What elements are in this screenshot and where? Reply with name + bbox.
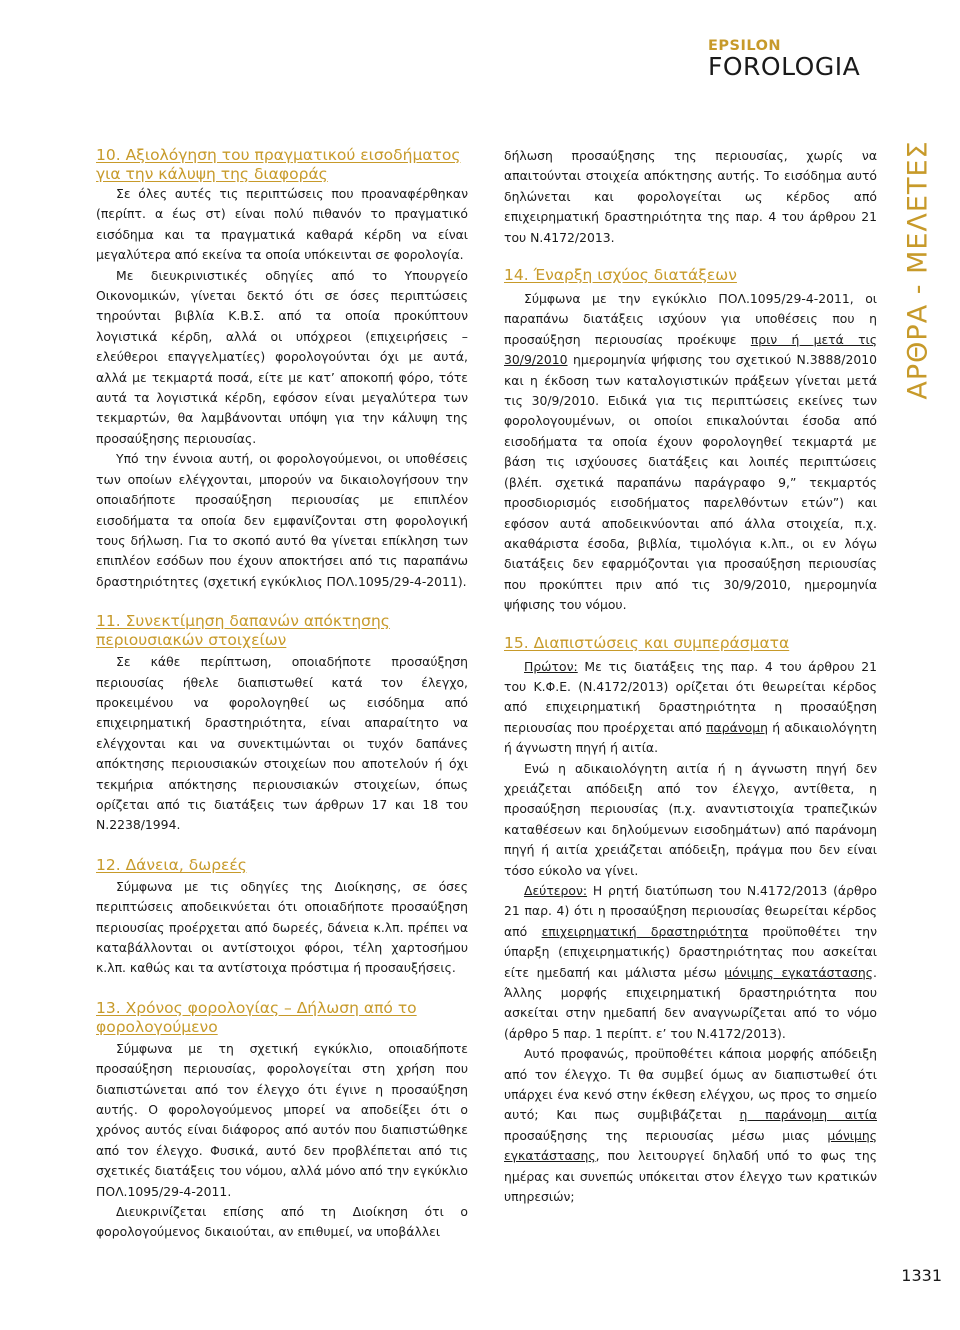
s15-p4-text-c: , που λειτουργεί δηλαδή υπό το φως της ημέρας και συνεπώς υπόκειται στον έλεγχο των κρατικών υπηρεσιών;: [504, 1148, 877, 1205]
s10-paragraph-3: Υπό την έννοια αυτή, οι φορολογούμενοι, οι υποθέσεις των οποίων ελέγχονται, μπορούν να δικαιολογήσουν την οποιαδήποτε προσαύξηση περιουσίας με επιπλέον εισοδήματα τα οποία δεν εμφανίζονται στη φορολογική τους δήλωση. Για το σκοπό αυτό θα γίνεται επίκληση των επιπλέον εσόδων που έχουν αποκτήσει από τις παραπάνω δραστηριότητες (σχετική εγκύκλιος ΠΟΛ.1095/29-4-2011).: [96, 451, 468, 589]
page-number: 1331: [901, 1266, 942, 1285]
brand-top: EPSILON: [708, 38, 782, 54]
section-10-title: 10. Αξιολόγηση του πραγματικού εισοδήματος για την κάλυψη της διαφοράς: [96, 146, 461, 183]
brand-logo: [708, 38, 878, 80]
s13-paragraph-1: Σύμφωνα με τη σχετική εγκύκλιο, οποιαδήποτε προσαύξηση περιουσίας, φορολογείται στη χρήση που διαπιστώνεται από τον έλεγχο ότι έγινε η προσαύξηση αυτής. Ο φορολογούμενος μπορεί να αποδείξει ότι ο χρόνος αυτός είναι διάφορος από αυτόν που διαπιστώθηκε από τον έλεγχο. Φυσικά, αυτό δεν προβλέπεται από τις σχετικές διατάξεις του νόμου, αλλά μόνο από την εγκύκλιο ΠΟΛ.1095/29-4-2011.: [96, 1040, 468, 1199]
brand-bottom: FOROLOGIA: [708, 52, 861, 81]
side-section-title: [888, 140, 948, 400]
s14-underlined-date: πριν ή μετά τις 30/9/2010: [504, 331, 877, 368]
s12-paragraph-1: Σύμφωνα με τις οδηγίες της Διοίκησης, σε όσες περιπτώσεις αποδεικνύεται ότι οποιαδήποτε προσαύξηση περιουσίας προέρχεται από δωρεές, δάνεια κ.λπ. πρέπει να καταβάλλονται οι αντίστοιχοι φόροι, τέλη χαρτοσήμου κ.λπ. καθώς και τα αντίστοιχα πρόστιμα ή προσαυξήσεις.: [96, 878, 468, 976]
s15-first-label: Πρώτον:: [524, 658, 578, 674]
side-title-text: ΑΡΘΡΑ - ΜΕΛΕΤΕΣ: [902, 140, 934, 400]
left-column: [96, 146, 468, 1243]
s15-p1-text-a: Με τις διατάξεις της παρ. 4 του άρθρου 21 του Κ.Φ.Ε. (Ν.4172/2013) ορίζεται ότι θεωρείται κέρδος από επιχειρηματική δραστηριότητα η προσαύξηση περιουσίας που προέρχεται από: [504, 658, 877, 735]
s15-p4-text-a: Αυτό προφανώς, προϋποθέτει κάποια μορφής απόδειξη από τον έλεγχο. Τι θα συμβεί όμως αν διαπιστωθεί ότι υπάρχει ένα κενό στην έκθεση ελέγχου, ως προς το σημείο αυτό; Και πως συμβιβάζεται: [504, 1046, 877, 1123]
s15-p4-underlined-2: μόνιμης εγκατάστασης: [504, 1127, 877, 1164]
s15-p1-text-b: ή αδικαιολόγητη ή άγνωστη πηγή ή αιτία.: [504, 719, 877, 756]
s15-p3-underlined-1: επιχειρηματική δραστηριότητα: [541, 923, 749, 939]
s15-p3-text-c: . Άλλης μορφής επιχειρηματική δραστηριότητα που ασκείται στην ημεδαπή δεν αναγνωρίζεται από το νόμο (άρθρο 5 παρ. 1 περίπτ. ε’ του Ν.4172/2013).: [504, 964, 877, 1041]
s14-text-b: ημερομηνία ψήφισης του σχετικού Ν.3888/2010 και η έκδοση των καταλογιστικών πράξεων γίνεται μετά τις 30/9/2010. Ειδικά για τις περιπτώσεις εκείνες των φορολογουμένων, οι οποίοι επικαλούνται έσοδα από εισοδήματα τα οποία έχουν φορολογηθεί τεκμαρτά με βάση τις ισχύουσες διατάξεις και λοιπές περιπτώσεις (βλέπ. σχετικά παραπάνω παράγραφο 9,” τεκμαρτός προσδιορισμός εισοδήματος παρελθόντων ετών”) και εφόσον αυτά αποδεικνύονται από άλλα στοιχεία, π.χ. ακαθάριστα έσοδα, βιβλία, τιμολόγια κ.λπ., οι εν λόγω διατάξεις δεν εφαρμόζονται για προσαύξηση περιουσίας που προκύπτει πριν από τις 30/9/2010, ημερομηνία ψήφισης του νόμου.: [504, 352, 877, 613]
s15-p4-underlined-1: η παράνομη αιτία: [739, 1107, 877, 1123]
section-11-title: 11. Συνεκτίμηση δαπανών απόκτησης περιουσιακών στοιχείων: [96, 612, 390, 650]
s11-paragraph-1: Σε κάθε περίπτωση, οποιαδήποτε προσαύξηση περιουσίας ήθελε διαπιστωθεί κατά τον έλεγχο, προκειμένου να φορολογηθεί ως εισόδημα από επιχειρηματική δραστηριότητα, είναι απαραίτητο να ελέγχονται και να συνεκτιμώνται οι τυχόν δαπάνες απόκτησης περιουσιακών στοιχείων που αποτελούν ή όχι τεκμήρια απόκτησης περιουσιακών στοιχείων, όπως ορίζεται από τις διατάξεις των άρθρων 17 και 18 του Ν.2238/1994.: [96, 654, 468, 833]
s10-paragraph-2: Με διευκρινιστικές οδηγίες από το Υπουργείο Οικονομικών, γίνεται δεκτό ότι σε όσες περιπτώσεις τηρούνται βιβλία Κ.Β.Σ. από τα οποία προκύπτουν λογιστικά κέρδη, αλλά οι υπόχρεοι (επιχειρήσεις – ελεύθεροι επαγγελματίες) φορολογούνται όχι με αυτά, αλλά με τεκμαρτά ποσά, είτε με κατ’ αποκοπή φόρο, τότε αυτά τα λογιστικά κέρδη, εφόσον είναι μεγαλύτερα των τεκμαρτών, θα λαμβάνονται υπόψη για την κάλυψη της προσαύξησης περιουσίας.: [96, 267, 468, 446]
s14-paragraph-1: [504, 289, 877, 616]
s15-paragraph-4: [504, 1044, 877, 1207]
s13-paragraph-2: Διευκρινίζεται επίσης από τη Διοίκηση ότι ο φορολογούμενος δικαιούται, αν επιθυμεί, να υποβάλλει: [96, 1204, 468, 1240]
s14-text-a: Σύμφωνα με την εγκύκλιο ΠΟΛ.1095/29-4-2011, οι παραπάνω διατάξεις ισχύουν για υποθέσεις που η προσαύξηση περιουσίας προέκυψε: [504, 291, 877, 347]
s15-paragraph-2: Ενώ η αδικαιολόγητη αιτία ή η άγνωστη πηγή δεν χρειάζεται απόδειξη από τον έλεγχο, αντίθετα, η προσαύξηση περιουσίας (π.χ. αναντιστοιχία τραπεζικών καταθέσεων και δηλούμενων εισοδημάτων) από παράνομη πηγή ή αιτία χρειάζεται απόδειξη, πράγμα που δεν είναι τόσο εύκολο να γίνει.: [504, 760, 877, 878]
s15-paragraph-1: [504, 657, 877, 759]
s15-p3-text-b: προϋποθέτει την ύπαρξη (επιχειρηματικής) δραστηριότητας που ασκείται είτε ημεδαπή και μάλιστα μέσω: [504, 923, 877, 980]
section-14-title: 14. Έναρξη ισχύος διατάξεων: [504, 266, 737, 285]
s15-p1-underlined: παράνομη: [706, 719, 768, 735]
s15-second-label: Δεύτερον:: [524, 883, 588, 898]
s15-p3-underlined-2: μόνιμης εγκατάστασης: [724, 964, 874, 980]
s10-paragraph-1: Σε όλες αυτές τις περιπτώσεις που προαναφέρθηκαν (περίπτ. α έως στ) είναι πολύ πιθανόν το πραγματικό εισόδημα και τα πραγματικά καθαρά κέρδη να είναι μεγαλύτερα από εκείνα τα οποία υπόκεινται σε φορολογία.: [96, 186, 468, 263]
section-15-title: 15. Διαπιστώσεις και συμπεράσματα: [504, 633, 790, 652]
s15-paragraph-3: [504, 881, 877, 1044]
continued-paragraph: δήλωση προσαύξησης της περιουσίας, χωρίς να απαιτούνται στοιχεία απόκτησης αυτής. Το εισόδημα αυτό δηλώνεται και φορολογείται ως κέρδος από επιχειρηματική δραστηριότητα της παρ. 4 του άρθρου 21 του Ν.4172/2013.: [504, 148, 877, 245]
section-12-title: 12. Δάνεια, δωρεές: [96, 855, 247, 874]
right-column: [504, 146, 877, 1208]
s15-p3-text-a: Η ρητή διατύπωση του Ν.4172/2013 (άρθρο 21 παρ. 4) ότι η προσαύξηση περιουσίας θεωρείται κέρδος από: [504, 883, 877, 939]
s15-p4-text-b: προσαύξησης της περιουσίας μέσω μιας: [504, 1127, 828, 1143]
section-13-title: 13. Χρόνος φορολογίας – Δήλωση από το φορολογούμενο: [96, 998, 417, 1036]
